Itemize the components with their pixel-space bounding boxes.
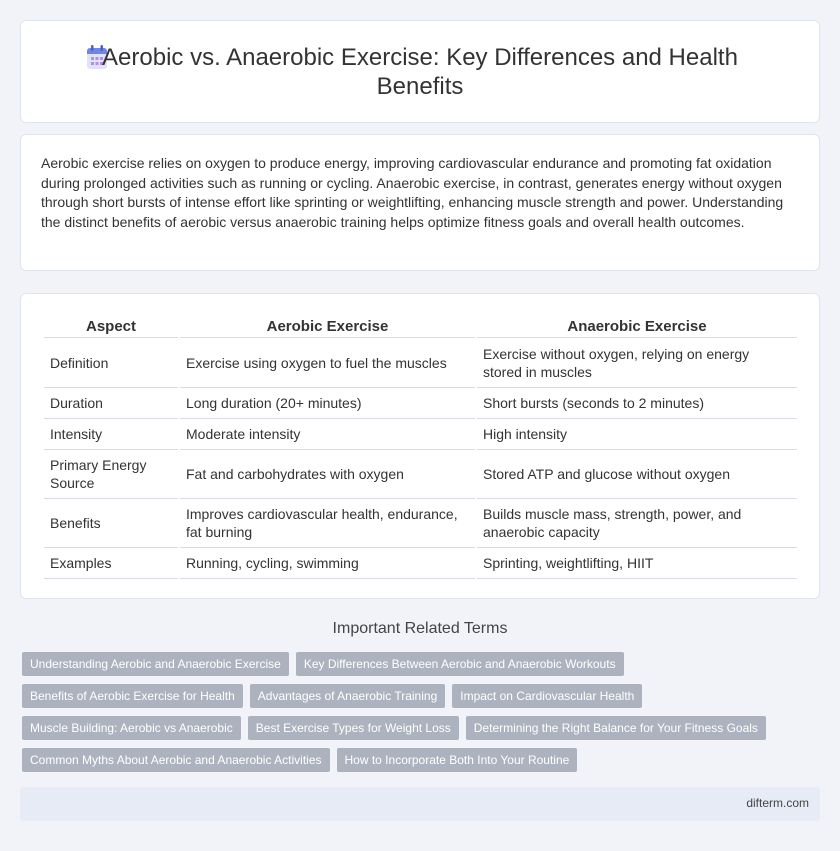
row-anaerobic: Stored ATP and glucose without oxygen: [477, 450, 797, 499]
intro-paragraph: Aerobic exercise relies on oxygen to produce energy, improving cardiovascular endurance and promoting fat oxidation during prolonged activities such as running or cycling. Anaerobic exercise, in contrast, generates energy without oxygen through short bursts of intense effort like sprinting or weightlifting, enhancing muscle strength and power. Understanding the distinct benefits of aerobic versus anaerobic training helps optimize fitness goals and overall health outcomes.: [41, 155, 784, 230]
tag-row: [22, 716, 812, 740]
title-card: [20, 20, 820, 123]
row-aspect: Duration: [44, 388, 178, 419]
tag-row: [22, 652, 812, 676]
row-aerobic: Improves cardiovascular health, endurance, fat burning: [180, 499, 475, 548]
row-aspect: Benefits: [44, 499, 178, 548]
table-header-row: [44, 314, 797, 338]
row-aerobic: Long duration (20+ minutes): [180, 388, 475, 419]
table-row: [44, 419, 797, 450]
related-terms-list: [22, 652, 812, 780]
related-term-tag[interactable]: Determining the Right Balance for Your Fitness Goals: [466, 716, 766, 740]
footer: [20, 787, 820, 821]
row-aerobic: Exercise using oxygen to fuel the muscles: [180, 338, 475, 388]
footer-site-link[interactable]: difterm.com: [746, 796, 809, 810]
related-term-tag[interactable]: Advantages of Anaerobic Training: [250, 684, 445, 708]
row-aspect: Intensity: [44, 419, 178, 450]
table-row: [44, 450, 797, 499]
page-title: Aerobic vs. Anaerobic Exercise: Key Differences and Health Benefits: [102, 44, 738, 100]
header-aerobic: Aerobic Exercise: [180, 314, 475, 338]
related-terms-title: Important Related Terms: [332, 620, 508, 637]
row-aspect: Examples: [44, 548, 178, 579]
row-anaerobic: Short bursts (seconds to 2 minutes): [477, 388, 797, 419]
related-term-tag[interactable]: Common Myths About Aerobic and Anaerobic Activities: [22, 748, 330, 772]
table-row: [44, 338, 797, 388]
row-anaerobic: High intensity: [477, 419, 797, 450]
tag-row: [22, 748, 812, 772]
row-aerobic: Fat and carbohydrates with oxygen: [180, 450, 475, 499]
related-term-tag[interactable]: How to Incorporate Both Into Your Routine: [337, 748, 578, 772]
related-term-tag[interactable]: Benefits of Aerobic Exercise for Health: [22, 684, 243, 708]
row-anaerobic: Exercise without oxygen, relying on energy stored in muscles: [477, 338, 797, 388]
related-term-tag[interactable]: Muscle Building: Aerobic vs Anaerobic: [22, 716, 241, 740]
comparison-table: [42, 314, 799, 579]
intro-card: [20, 134, 820, 271]
related-term-tag[interactable]: Impact on Cardiovascular Health: [452, 684, 642, 708]
row-aspect: Definition: [44, 338, 178, 388]
table-row: [44, 388, 797, 419]
row-aerobic: Moderate intensity: [180, 419, 475, 450]
row-anaerobic: Builds muscle mass, strength, power, and anaerobic capacity: [477, 499, 797, 548]
related-term-tag[interactable]: Best Exercise Types for Weight Loss: [248, 716, 459, 740]
header-aspect: Aspect: [44, 314, 178, 338]
row-aspect: Primary Energy Source: [44, 450, 178, 499]
row-aerobic: Running, cycling, swimming: [180, 548, 475, 579]
row-anaerobic: Sprinting, weightlifting, HIIT: [477, 548, 797, 579]
related-term-tag[interactable]: Key Differences Between Aerobic and Anaerobic Workouts: [296, 652, 624, 676]
comparison-card: [20, 293, 820, 599]
table-row: [44, 499, 797, 548]
tag-row: [22, 684, 812, 708]
table-row: [44, 548, 797, 579]
header-anaerobic: Anaerobic Exercise: [477, 314, 797, 338]
related-term-tag[interactable]: Understanding Aerobic and Anaerobic Exercise: [22, 652, 289, 676]
